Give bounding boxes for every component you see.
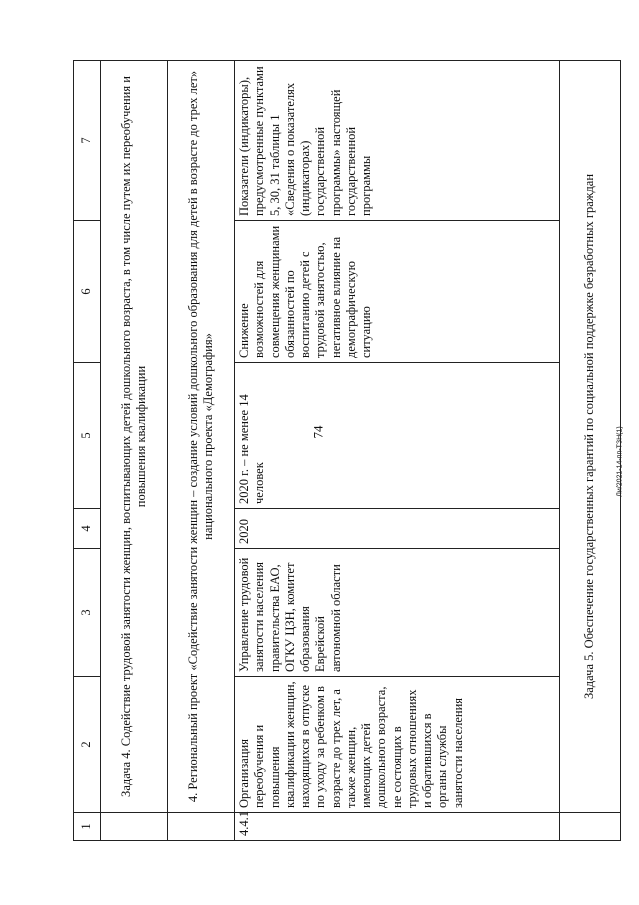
indicators-cell: Показатели (индикаторы), предусмотренные пунктами 5, 30, 31 таблицы 1 «Сведения о показателях (индикаторах) государственной программы» настоящей государственной программы: [235, 61, 560, 221]
table-container: [73, 61, 609, 841]
rotated-table: [73, 61, 609, 841]
header-cell: 5: [74, 363, 101, 509]
page-number: 74: [310, 425, 326, 439]
header-row: [74, 61, 101, 841]
regional-project-row: [168, 61, 235, 841]
empty-cell: [101, 813, 168, 841]
header-cell: 1: [74, 813, 101, 841]
consequences-cell: Снижение возможностей для совмещения женщинами обязанностей по воспитанию детей с трудовой занятостью, негативное влияние на демографическую ситуацию: [235, 221, 560, 363]
regional-project-title: 4. Региональный проект «Содействие занятости женщин – создание условий дошкольного образования для детей в возрасте до трех лет» национального проекта «Демография»: [168, 61, 235, 813]
task5-title: Задача 5. Обеспечение государственных гарантий по социальной поддержке безработных граждан: [560, 61, 621, 813]
header-cell: 7: [74, 61, 101, 221]
header-cell: 6: [74, 221, 101, 363]
table-row: [235, 61, 560, 841]
task5-row: [560, 61, 621, 841]
activity-cell: Организация переобучения и повышения квалификации женщин, находящихся в отпуске по уходу за ребенком в возрасте до трех лет, а также женщин, имеющих детей дошкольного возраста, не состоящих в трудовых отношениях и обратившихся в органы службы занятости населения: [235, 677, 560, 813]
year-cell: 2020: [235, 509, 560, 549]
result-cell: 2020 г. – не менее 14 человек: [235, 363, 560, 509]
executor-cell: Управление трудовой занятости населения правительства ЕАО, ОГКУ ЦЗН, комитет образования Еврейской автономной области: [235, 549, 560, 677]
header-cell: 2: [74, 677, 101, 813]
header-cell: 4: [74, 509, 101, 549]
program-table: [73, 60, 621, 841]
task4-row: [101, 61, 168, 841]
empty-cell: [560, 813, 621, 841]
task4-title: Задача 4. Содействие трудовой занятости женщин, воспитывающих детей дошкольного возраста, в том числе путем их переобучения и повышения квалификации: [101, 61, 168, 813]
header-cell: 3: [74, 549, 101, 677]
row-number: 4.4.1: [235, 813, 560, 841]
empty-cell: [168, 813, 235, 841]
document-code: Ли/2021-14-пп-ТЗН(1): [616, 426, 624, 497]
